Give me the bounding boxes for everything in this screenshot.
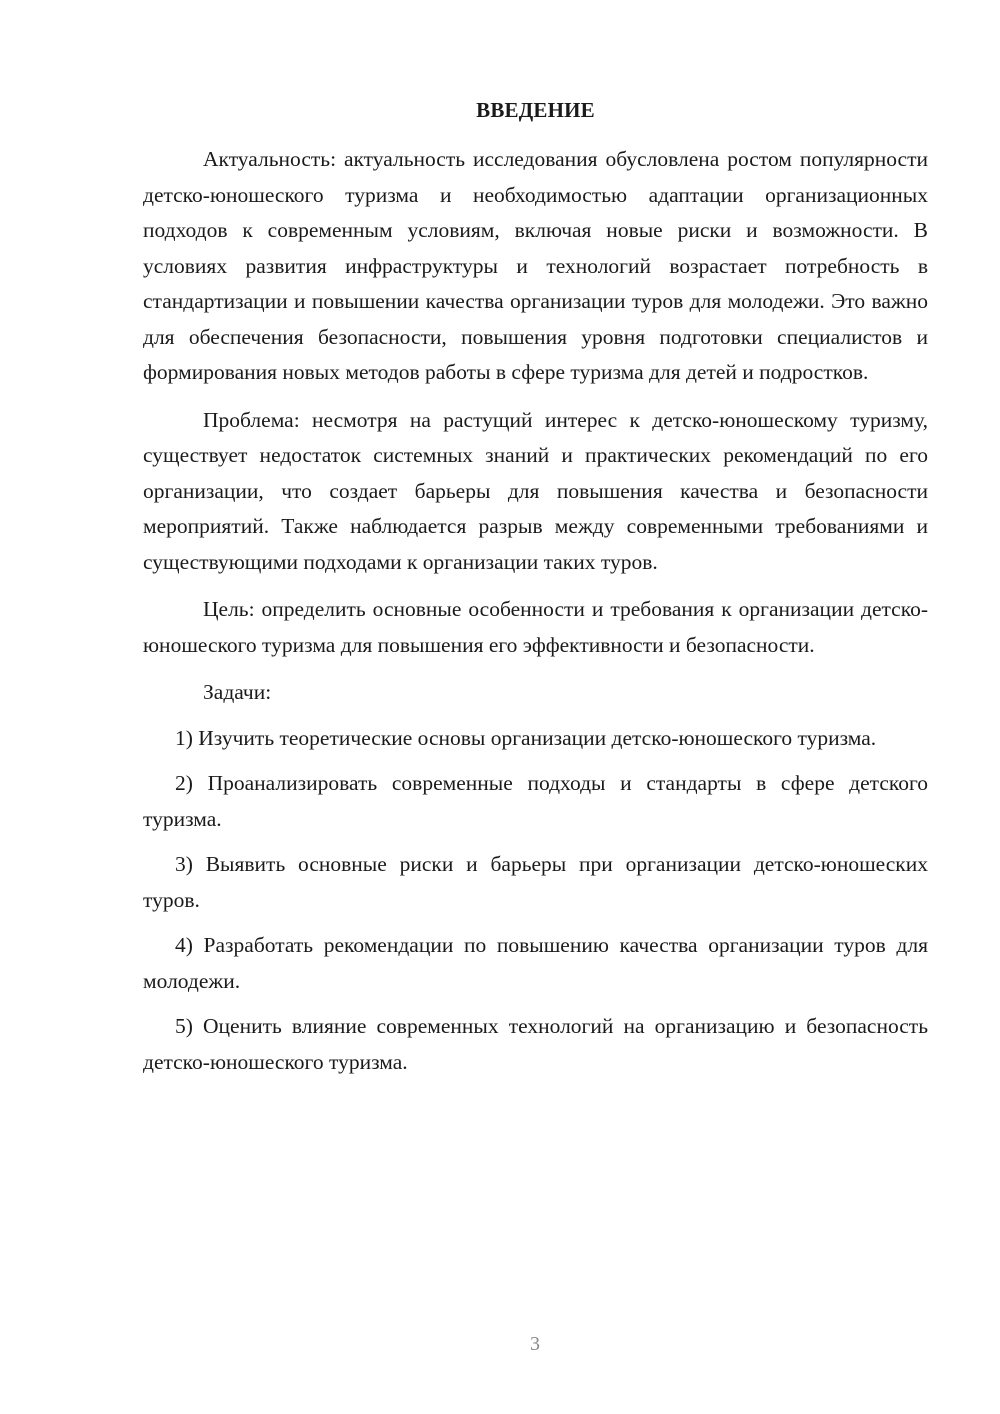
tasks-list <box>143 721 928 1081</box>
section-heading: ВВЕДЕНИЕ <box>476 98 595 122</box>
task-item: 3) Выявить основные риски и барьеры при организации детско-юношеских туров. <box>143 852 928 912</box>
task-item: 2) Проанализировать современные подходы и стандарты в сфере детского туризма. <box>143 771 928 831</box>
task-item: 5) Оценить влияние современных технологий на организацию и безопасность детско-юношеского туризма. <box>143 1014 928 1074</box>
paragraph-problem: Проблема: несмотря на растущий интерес к детско-юношескому туризму, существует недостаток системных знаний и практических рекомендаций по его организации, что создает барьеры для повышения качества и безопасности мероприятий. Также наблюдается разрыв между современными требованиями и существующими подходами к организации таких туров. <box>143 407 928 574</box>
tasks-label: Задачи: <box>203 680 272 704</box>
page-number: 3 <box>530 1333 540 1355</box>
paragraph-goal: Цель: определить основные особенности и требования к организации детско-юношеского туризма для повышения его эффективности и безопасности. <box>143 597 928 657</box>
task-item: 1) Изучить теоретические основы организации детско-юношеского туризма. <box>175 725 877 750</box>
task-item: 4) Разработать рекомендации по повышению качества организации туров для молодежи. <box>143 933 928 993</box>
paragraph-relevance: Актуальность: актуальность исследования обусловлена ростом популярности детско-юношеского туризма и необходимостью адаптации организационных подходов к современным условиям, включая новые риски и возможности. В условиях развития инфраструктуры и технологий возрастает потребность в стандартизации и повышении качества организации туров для молодежи. Это важно для обеспечения безопасности, повышения уровня подготовки специалистов и формирования новых методов работы в сфере туризма для детей и подростков. <box>143 147 928 384</box>
document-page <box>143 94 928 1080</box>
